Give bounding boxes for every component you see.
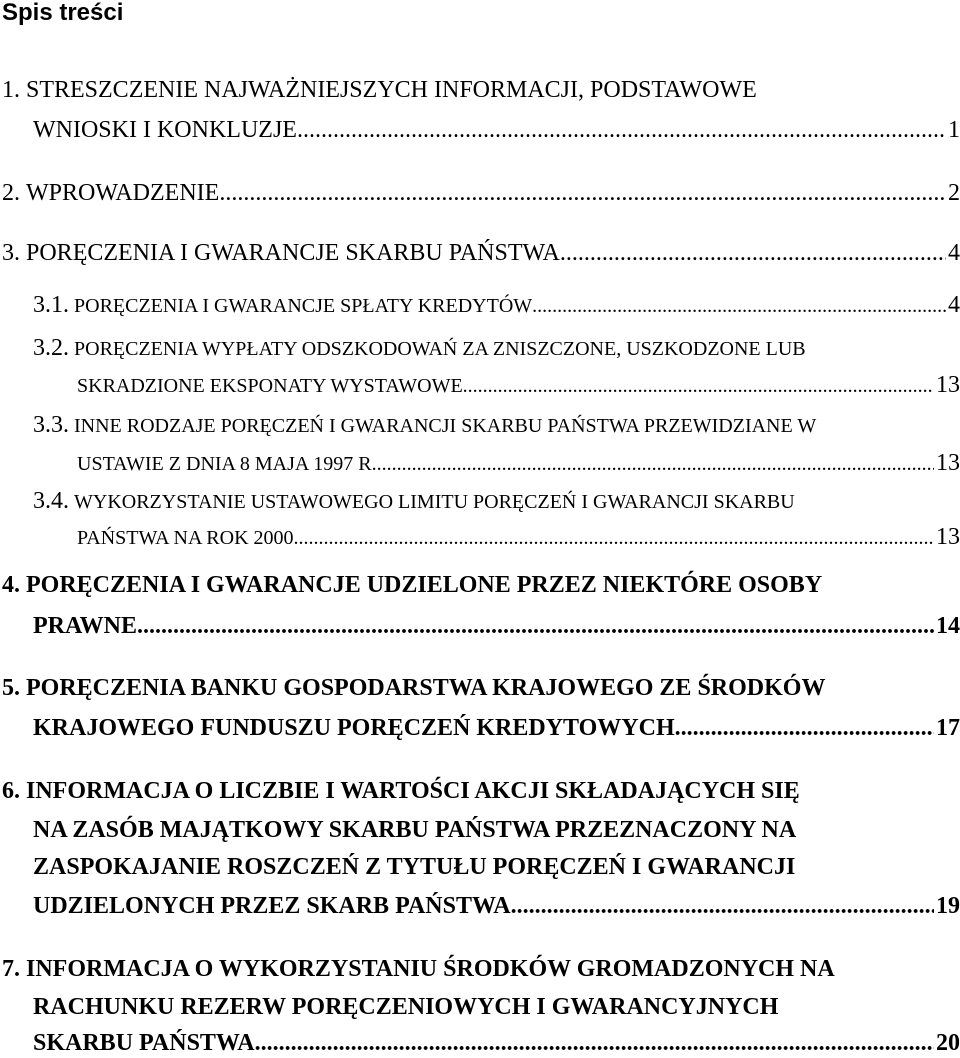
toc-entry-1-line-2[interactable] — [33, 115, 960, 145]
toc-page-number: 19 — [936, 893, 960, 919]
toc-page-number: 13 — [936, 372, 960, 398]
toc-entry-4-line-2[interactable] — [33, 611, 960, 641]
toc-entry-7-line-3[interactable] — [33, 1028, 960, 1058]
toc-entry-number: 6. — [2, 778, 20, 804]
toc-entry-6-line-3[interactable] — [33, 852, 960, 882]
toc-entry-number: 3.1. — [33, 292, 69, 318]
toc-page-number: 1 — [948, 117, 960, 143]
toc-page-number: 20 — [936, 1030, 960, 1056]
toc-page-number: 2 — [948, 180, 960, 206]
toc-entry-number: 2. — [2, 180, 20, 206]
toc-entry-4-line-1[interactable] — [2, 570, 960, 600]
toc-dot-leader — [255, 1028, 934, 1058]
toc-entry-6-line-1[interactable] — [2, 776, 960, 806]
toc-heading: Spis treści — [2, 0, 124, 26]
toc-entry-number: 3.2. — [33, 335, 69, 361]
toc-entry-6-line-2[interactable] — [33, 815, 960, 845]
toc-entry-title: SKARBU PAŃSTWA — [33, 1030, 255, 1056]
toc-entry-3-1[interactable] — [33, 290, 960, 320]
toc-entry-title: INFORMACJA O LICZBIE I WARTOŚCI AKCJI SKŁADAJĄCYCH SIĘ — [26, 778, 800, 804]
toc-entry-2[interactable] — [2, 178, 960, 208]
toc-dot-leader — [675, 713, 934, 743]
toc-entry-number: 4. — [2, 572, 20, 598]
toc-entry-3-4-line-1[interactable] — [33, 486, 960, 516]
toc-entry-3-3-line-1[interactable] — [33, 410, 960, 440]
toc-entry-5-line-1[interactable] — [2, 673, 960, 703]
toc-dot-leader — [219, 178, 946, 208]
toc-entry-title: PORĘCZENIA I GWARANCJE UDZIELONE PRZEZ NIEKTÓRE OSOBY — [26, 572, 823, 598]
toc-dot-leader — [560, 238, 946, 268]
toc-page-number: 13 — [936, 450, 960, 476]
toc-entry-3-2-line-2[interactable] — [77, 370, 960, 400]
toc-dot-leader — [463, 371, 934, 401]
toc-page-number: 4 — [948, 240, 960, 266]
toc-entry-title: WYKORZYSTANIE USTAWOWEGO LIMITU PORĘCZEŃ I GWARANCJI SKARBU — [74, 491, 795, 513]
toc-dot-leader — [532, 291, 946, 321]
toc-entry-7-line-2[interactable] — [33, 992, 960, 1022]
toc-entry-title: STRESZCZENIE NAJWAŻNIEJSZYCH INFORMACJI, PODSTAWOWE — [26, 77, 757, 103]
toc-dot-leader — [377, 449, 934, 479]
toc-entry-title: KRAJOWEGO FUNDUSZU PORĘCZEŃ KREDYTOWYCH — [33, 715, 675, 741]
toc-entry-title: INNE RODZAJE PORĘCZEŃ I GWARANCJI SKARBU PAŃSTWA PRZEWIDZIANE W — [74, 415, 817, 437]
toc-entry-number: 3.3. — [33, 412, 69, 438]
toc-entry-number: 1. — [2, 77, 20, 103]
toc-dot-leader — [294, 523, 934, 553]
toc-entry-number: 5. — [2, 675, 20, 701]
toc-entry-5-line-2[interactable] — [33, 713, 960, 743]
toc-entry-7-line-1[interactable] — [2, 954, 960, 984]
toc-page-number: 17 — [936, 715, 960, 741]
toc-entry-6-line-4[interactable] — [33, 891, 960, 921]
toc-entry-title: PORĘCZENIA I GWARANCJE SKARBU PAŃSTWA — [26, 240, 560, 266]
toc-entry-title: PORĘCZENIA I GWARANCJE SPŁATY KREDYTÓW — [74, 295, 533, 317]
toc-entry-title: NA ZASÓB MAJĄTKOWY SKARBU PAŃSTWA PRZEZNACZONY NA — [33, 817, 797, 843]
toc-entry-title: INFORMACJA O WYKORZYSTANIU ŚRODKÓW GROMADZONYCH NA — [26, 956, 835, 982]
toc-entry-title: USTAWIE Z DNIA 8 MAJA 1997 R. — [77, 453, 377, 475]
toc-entry-3[interactable] — [2, 238, 960, 268]
toc-entry-title: UDZIELONYCH PRZEZ SKARB PAŃSTWA — [33, 893, 511, 919]
toc-page-number: 13 — [936, 524, 960, 550]
toc-entry-title: SKRADZIONE EKSPONATY WYSTAWOWE — [77, 375, 463, 397]
toc-entry-1-line-1[interactable] — [2, 75, 952, 105]
toc-entry-number: 7. — [2, 956, 20, 982]
toc-entry-3-2-line-1[interactable] — [33, 333, 960, 363]
toc-entry-3-3-line-2[interactable] — [77, 448, 960, 478]
toc-entry-title: PAŃSTWA NA ROK 2000 — [77, 527, 294, 549]
toc-page-number: 14 — [936, 613, 960, 639]
toc-entry-title: PRAWNE — [33, 613, 138, 639]
toc-dot-leader — [297, 115, 946, 145]
toc-entry-3-4-line-2[interactable] — [77, 522, 960, 552]
toc-page-number: 4 — [948, 292, 960, 318]
toc-entry-title: RACHUNKU REZERW PORĘCZENIOWYCH I GWARANCYJNYCH — [33, 994, 779, 1020]
toc-entry-title: WPROWADZENIE — [26, 180, 220, 206]
toc-entry-number: 3. — [2, 240, 20, 266]
toc-entry-title: ZASPOKAJANIE ROSZCZEŃ Z TYTUŁU PORĘCZEŃ I GWARANCJI — [33, 854, 796, 880]
toc-entry-title: PORĘCZENIA BANKU GOSPODARSTWA KRAJOWEGO ZE ŚRODKÓW — [26, 675, 826, 701]
toc-entry-title: WNIOSKI I KONKLUZJE — [33, 117, 297, 143]
toc-dot-leader — [511, 891, 934, 921]
toc-entry-title: PORĘCZENIA WYPŁATY ODSZKODOWAŃ ZA ZNISZCZONE, USZKODZONE LUB — [74, 338, 806, 360]
toc-entry-number: 3.4. — [33, 488, 69, 514]
toc-dot-leader — [137, 611, 934, 641]
